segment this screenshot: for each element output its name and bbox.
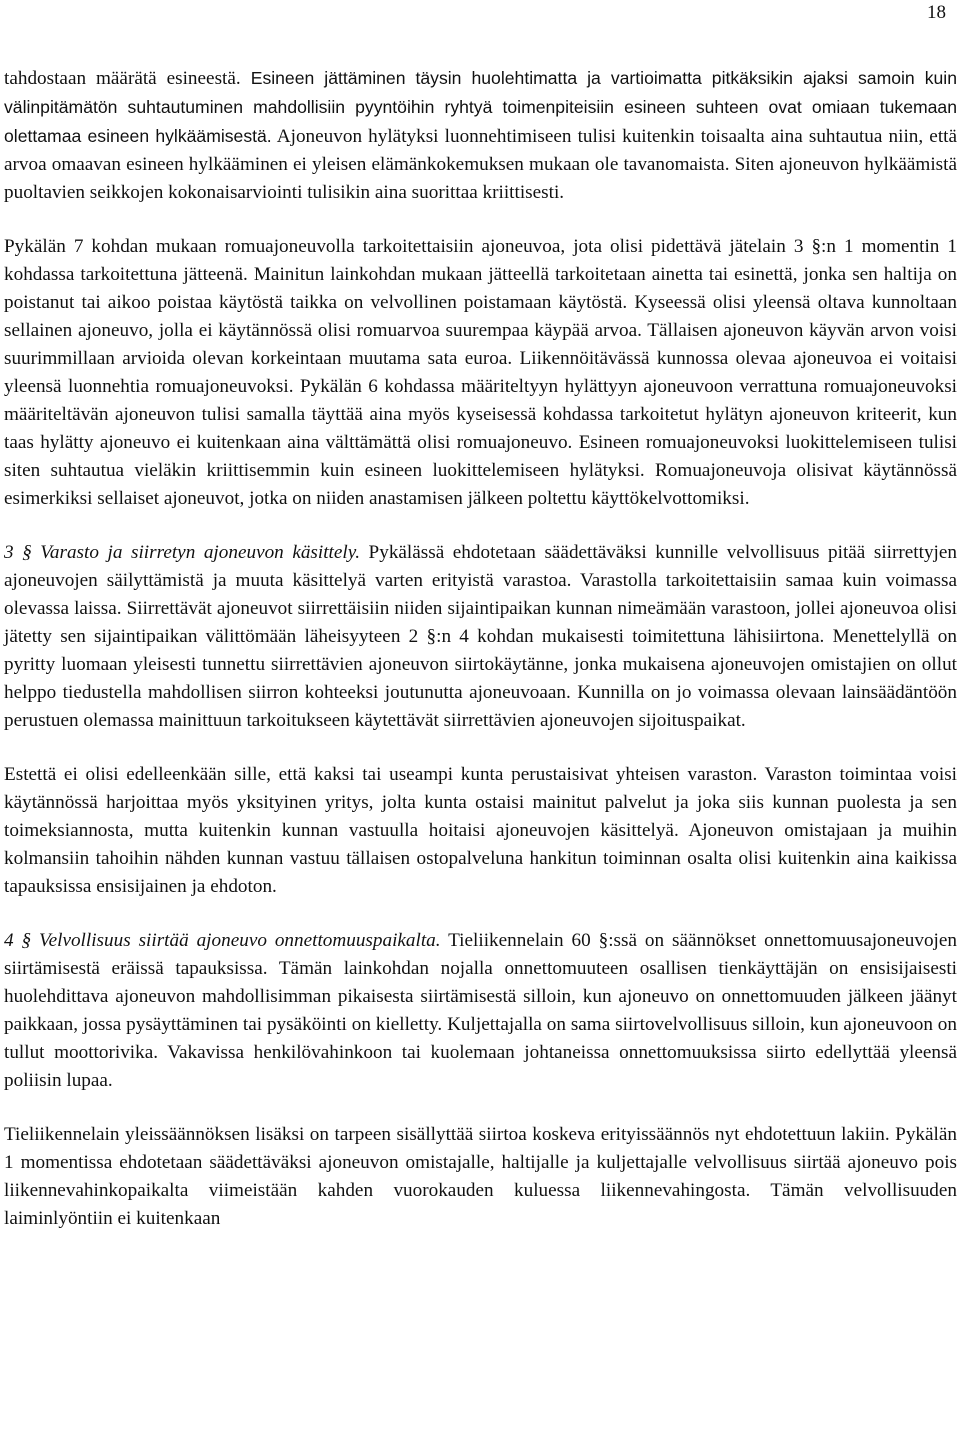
paragraph-lead-text: tahdostaan määrätä esineestä. [4, 68, 241, 89]
paragraph-section-3 [4, 539, 957, 735]
page-number: 18 [927, 2, 946, 23]
section-text-3: Pykälässä ehdotetaan säädettäväksi kunnille velvollisuus pitää siirrettyjen ajoneuvojen säilyttämistä ja muuta käsittelyä varten erityistä varastoa. Varastolla tarkoitettaisiin samaa kuin voimassa olevassa laissa. Siirrettävät ajoneuvot siirrettäisiin niiden sijaintipaikan kunnan nimeämään varastoon, jollei ajoneuvoa olisi jätetty sen sijaintipaikan välittömään läheisyyteen 2 §:n 4 kohdan mukaisesti toimitettuna lähisiirtona. Menettelyllä on pyritty luomaan yleisesti tunnettu siirrettävien ajoneuvon siirtokäytänne, jonka mukaisena ajoneuvojen omistajien on ollut helppo tiedustella mahdollisen siirron kohteeksi joutunutta ajoneuvoaan. Kunnilla on jo voimassa olevaan lainsäädäntöön perustuen olemassa mainittuun tarkoitukseen käytettävät siirrettävien ajoneuvojen sijoituspaikat. [4, 542, 957, 731]
paragraph-tail-text: Ajoneuvon hylätyksi luonnehtimiseen tulisi kuitenkin toisaalta aina suhtautua niin, että arvoa omaavan esineen hylkääminen ei yleisen elämänkokemuksen mukaan ole tavanomaista. Siten ajoneuvon hylkäämistä puoltavien seikkojen kokonaisarviointi tulisikin aina suorittaa kriittisesti. [4, 126, 957, 203]
paragraph-scrap-vehicle: Pykälän 7 kohdan mukaan romuajoneuvolla tarkoitettaisiin ajoneuvoa, jota olisi pidettävä jätelain 3 §:n 1 momentin 1 kohdassa tarkoitettuna jätteenä. Mainitun lainkohdan mukaan jätteellä tarkoitetaan ainetta tai esinettä, jonka sen haltija on poistanut tai aikoo poistaa käytöstä taikka on velvollinen poistamaan käytöstä. Kyseessä olisi yleensä oltava kunnoltaan sellainen ajoneuvo, jolla ei käytännössä olisi romuarvoa suurempaa käypää arvoa. Tällaisen ajoneuvon käyvän arvon voisi suurimmillaan arvioida olevan korkeintaan muutama sata euroa. Liikennöitävässä kunnossa olevaa ajoneuvoa ei voitaisi yleensä luonnehtia romuajoneuvoksi. Pykälän 6 kohdassa määriteltyyn hylättyyn ajoneuvoon verrattuna romuajoneuvoksi määriteltävän ajoneuvon tulisi samalla täyttää aina myös kyseisessä kohdassa tarkoitetut hylätyn ajoneuvon kriteerit, kun taas hylätty ajoneuvo ei kuitenkaan aina välttämättä olisi romuajoneuvo. Esineen romuajoneuvoksi luokittelemiseen tulisi siten suhtautua vieläkin kriittisemmin kuin esineen luokittelemiseen hylätyksi. Romuajoneuvoja olisivat käytännössä esimerkiksi sellaiset ajoneuvot, jotka on niiden anastamisen jälkeen poltettu käyttökelvottomiksi. [4, 236, 957, 509]
section-heading-4: 4 § Velvollisuus siirtää ajoneuvo onnettomuuspaikalta. [4, 930, 441, 951]
paragraph-special-provision: Tieliikennelain yleissäännöksen lisäksi on tarpeen sisällyttää siirtoa koskeva erityissäännös nyt ehdotettuun lakiin. Pykälän 1 momentissa ehdotetaan säädettäväksi ajoneuvon omistajalle, haltijalle ja kuljettajalle velvollisuus siirtää ajoneuvo pois liikennevahinkopaikalta viimeistään kahden vuorokauden kuluessa liikennevahingosta. Tämän velvollisuuden laiminlyöntiin ei kuitenkaan [4, 1124, 957, 1229]
section-heading-3: 3 § Varasto ja siirretyn ajoneuvon käsittely. [4, 542, 360, 563]
paragraph-joint-storage: Estettä ei olisi edelleenkään sille, että kaksi tai useampi kunta perustaisivat yhteisen varaston. Varaston toimintaa voisi käytännössä harjoittaa myös yksityinen yritys, jolta kunta ostaisi mainitut palvelut ja joka siis kunnan puolesta ja sen toimeksiannosta, mutta kuitenkin kunnan vastuulla hoitaisi ajoneuvojen käsittelyä. Ajoneuvon omistajaan ja muihin kolmansiin tahoihin nähden kunnan vastuu tällaisen ostopalveluna hankitun toiminnan osalta olisi kuitenkin aina kaikissa tapauksissa ensisijainen ja ehdoton. [4, 764, 957, 897]
paragraph-abandonment [4, 64, 957, 207]
document-body [4, 64, 957, 1233]
section-text-4: Tieliikennelain 60 §:ssä on säännökset onnettomuusajoneuvojen siirtämisestä eräissä tapauksissa. Tämän lainkohdan nojalla onnettomuuteen osallisen tienkäyttäjän on ensisijaisesti huolehdittava ajoneuvon mahdollisimman pikaisesta siirtämisestä silloin, kun ajoneuvo on onnettomuuden jälkeen jäänyt paikkaan, jossa pysäyttäminen tai pysäköinti on kielletty. Kuljettajalla on sama siirtovelvollisuus silloin, kun ajoneuvoon on tullut moottorivika. Vakavissa henkilövahinkoon tai kuolemaan johtaneissa onnettomuuksissa siirto edellyttää yleensä poliisin lupaa. [4, 930, 957, 1091]
paragraph-sans-text: Esineen jättäminen täysin huolehtimatta ja vartioimatta pitkäksikin ajaksi samoin kuin välinpitämätön suhtautuminen mahdollisiin pyyntöihin ryhtyä toimenpiteisiin esineen suhteen ovat omiaan tukemaan olettamaa esineen hylkäämisestä. [4, 68, 957, 146]
paragraph-section-4 [4, 927, 957, 1095]
